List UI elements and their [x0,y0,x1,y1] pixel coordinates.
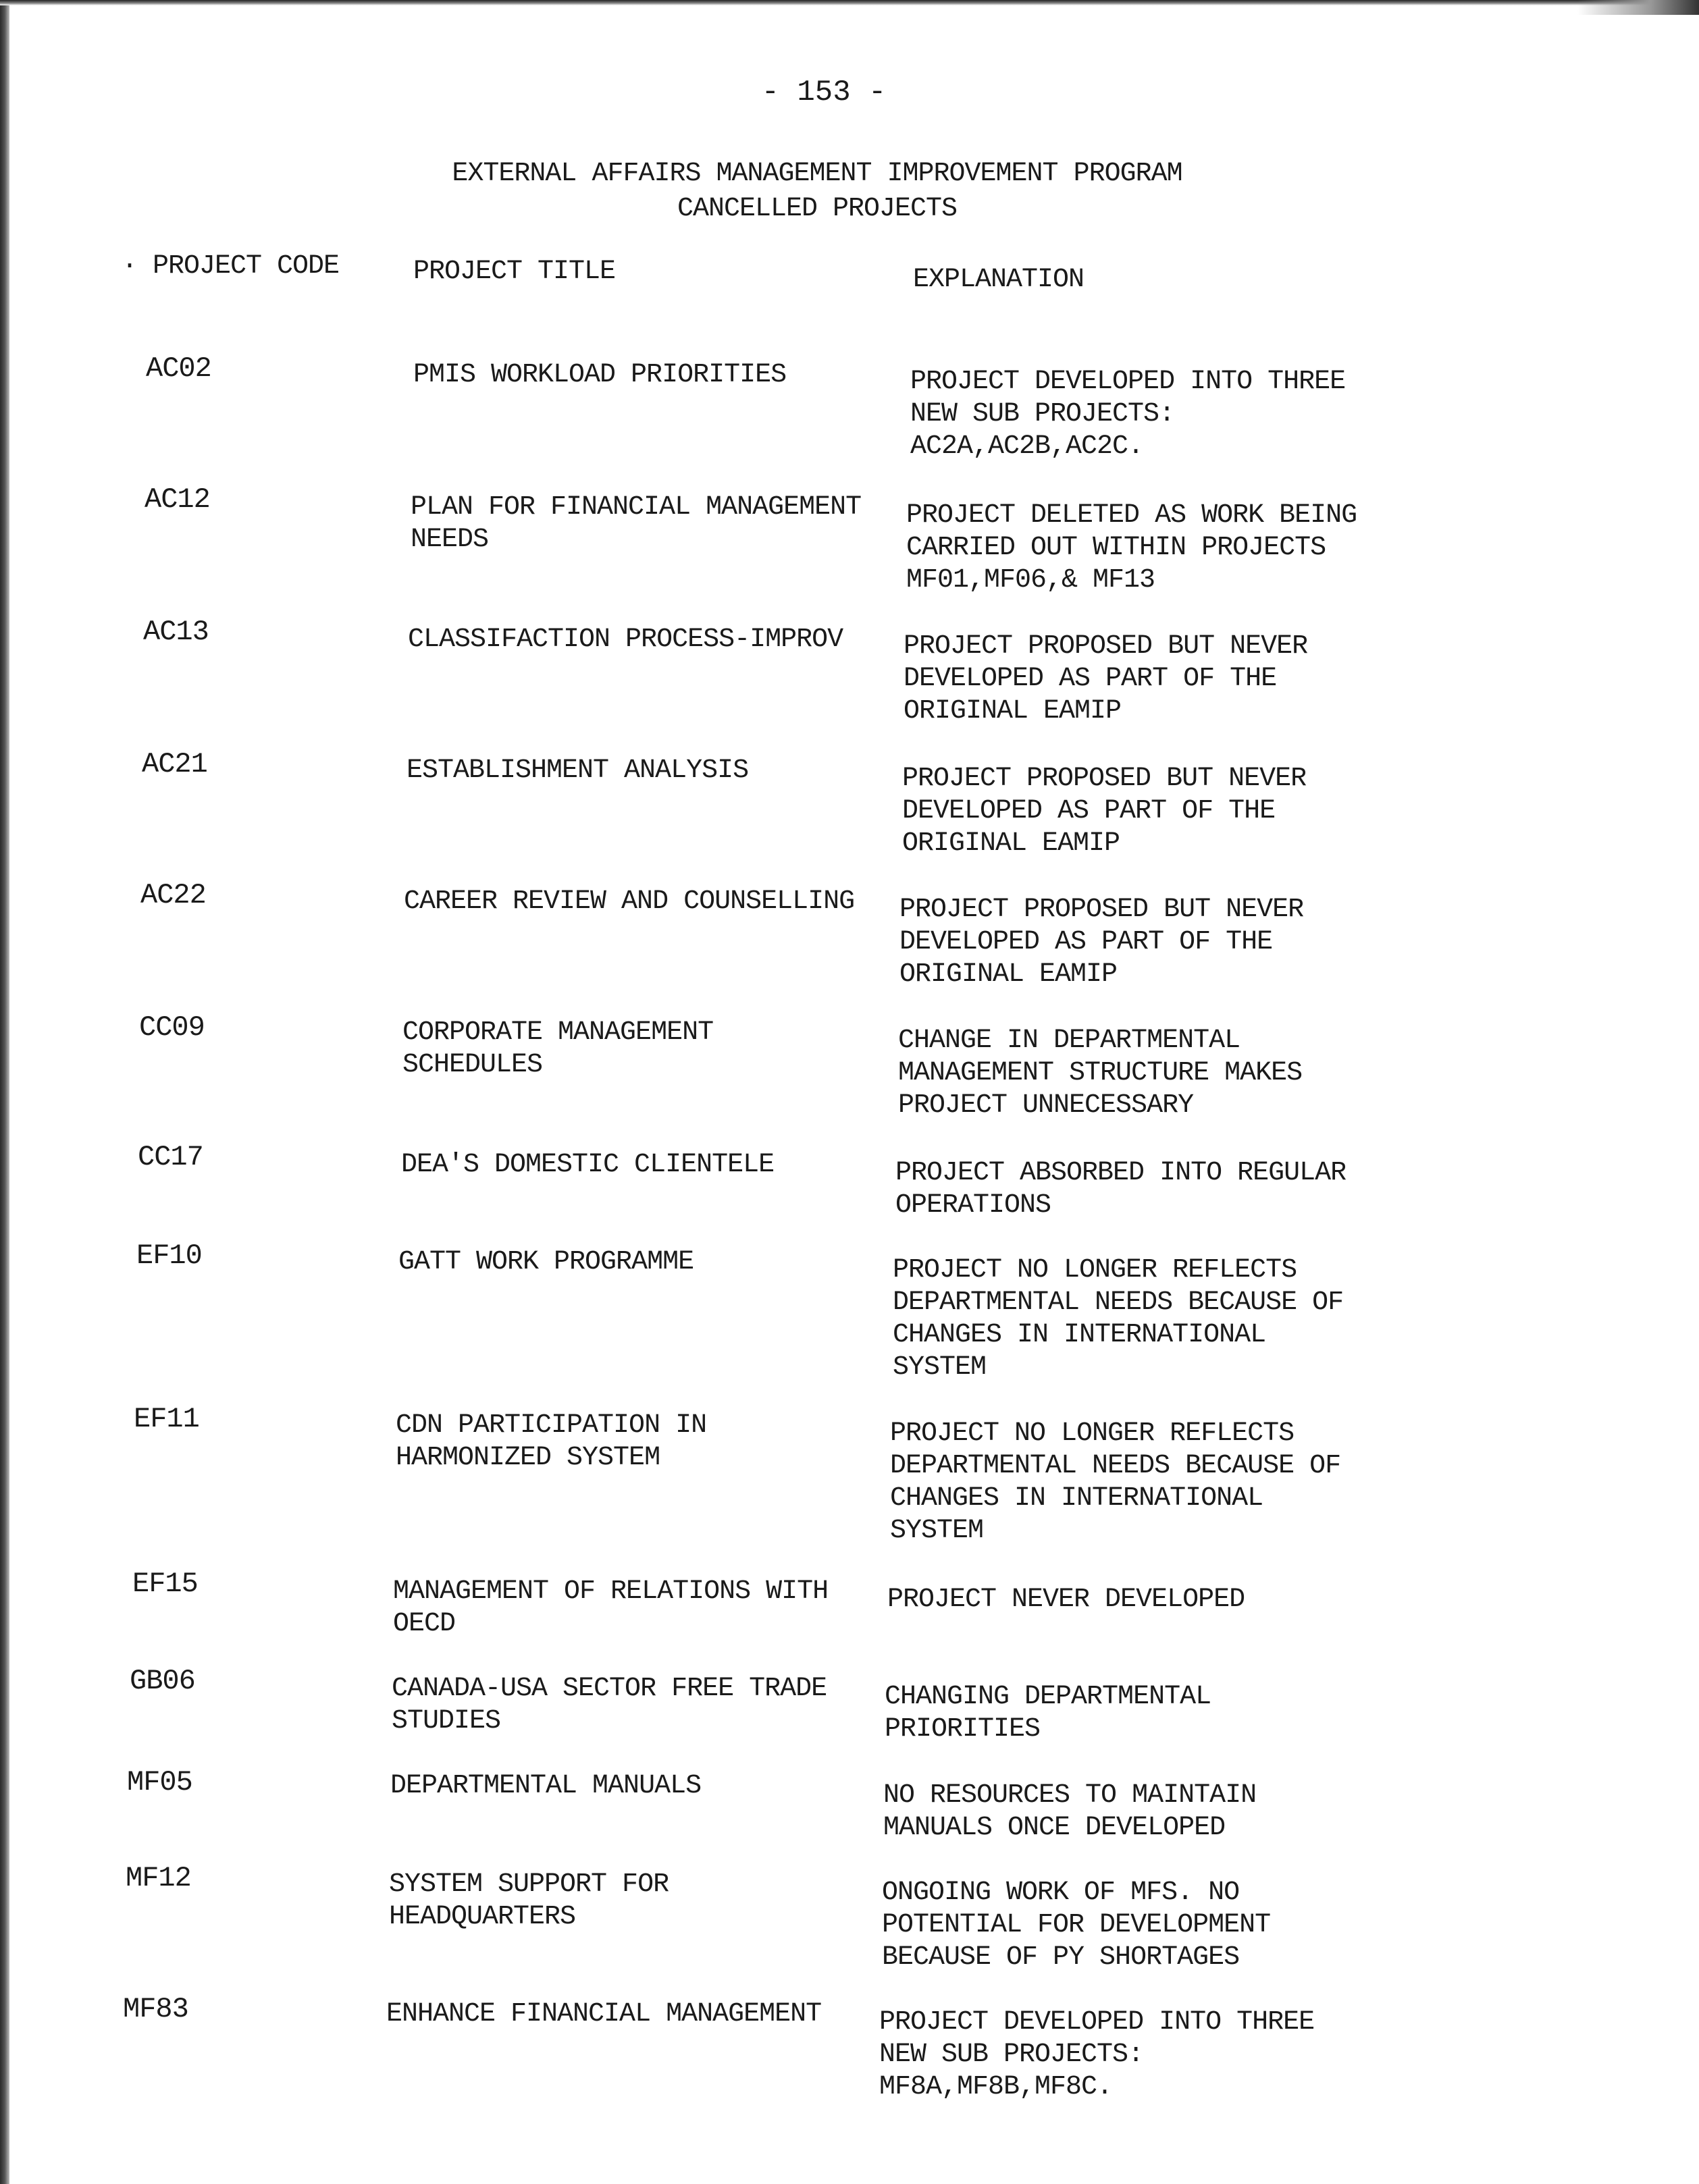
project-explanation-line: BECAUSE OF PY SHORTAGES [882,1942,1240,1973]
project-explanation-line: DEVELOPED AS PART OF THE [904,664,1277,694]
project-explanation-line: PROJECT ABSORBED INTO REGULAR [895,1158,1347,1188]
project-explanation-line: MF01,MF06,& MF13 [906,565,1155,595]
project-title-line: OECD [393,1609,456,1639]
project-code: MF12 [126,1862,191,1894]
project-title-line: DEA'S DOMESTIC CLIENTELE [401,1150,775,1180]
scan-top-edge [0,0,1699,5]
project-explanation-line: ONGOING WORK OF MFS. NO [882,1877,1240,1908]
project-explanation [887,1584,1245,1616]
project-explanation-line: MF8A,MF8B,MF8C. [879,2072,1113,2102]
project-explanation-line: SYSTEM [893,1352,987,1383]
project-code: AC13 [143,616,209,648]
project-explanation-line: CHANGE IN DEPARTMENTAL [898,1026,1240,1056]
project-explanation [906,500,1357,597]
project-title [404,886,854,918]
project-explanation [879,2006,1314,2104]
project-title [408,624,843,656]
heading-line-2: CANCELLED PROJECTS [677,194,958,224]
project-explanation-line: AC2A,AC2B,AC2C. [910,431,1144,462]
project-title-line: PMIS WORKLOAD PRIORITIES [413,360,787,390]
project-title [389,1869,669,1934]
project-title [401,1149,774,1181]
project-explanation-line: PROJECT DELETED AS WORK BEING [906,500,1357,531]
project-explanation-line: POTENTIAL FOR DEVELOPMENT [882,1910,1271,1940]
column-header-code: · PROJECT CODE [122,251,340,282]
project-title [392,1673,827,1738]
project-code: EF15 [132,1568,198,1600]
project-title-line: HARMONIZED SYSTEM [396,1443,660,1473]
project-title [393,1576,828,1641]
project-explanation-line: PROJECT PROPOSED BUT NEVER [902,764,1307,794]
project-title-line: CAREER REVIEW AND COUNSELLING [404,886,855,917]
project-explanation-line: PROJECT PROPOSED BUT NEVER [904,631,1308,662]
scan-corner-smudge [1577,0,1699,15]
scan-left-edge [0,0,9,2184]
project-title [411,491,861,556]
project-title [386,1998,821,2031]
project-explanation [882,1877,1270,1974]
project-explanation [902,763,1306,860]
project-title-line: SCHEDULES [402,1050,543,1080]
document-heading [230,157,1405,227]
project-title [413,359,786,392]
project-title [402,1017,713,1082]
project-explanation [893,1254,1343,1384]
project-explanation [898,1025,1302,1122]
project-title-line: GATT WORK PROGRAMME [398,1247,694,1277]
project-title-line: STUDIES [392,1706,501,1736]
project-title [390,1770,701,1803]
project-explanation-line: PROJECT DEVELOPED INTO THREE [910,367,1346,397]
project-title-line: PLAN FOR FINANCIAL MANAGEMENT [411,492,862,523]
project-explanation-line: ORIGINAL EAMIP [899,959,1118,990]
project-title [407,755,748,787]
project-explanation [904,631,1307,728]
project-explanation-line: NEW SUB PROJECTS: [879,2040,1144,2070]
project-explanation-line: MANAGEMENT STRUCTURE MAKES [898,1058,1303,1088]
project-explanation-line: PROJECT NO LONGER REFLECTS [890,1418,1295,1449]
project-explanation [883,1780,1256,1844]
project-explanation-line: CARRIED OUT WITHIN PROJECTS [906,533,1326,563]
project-code: CC17 [138,1141,203,1173]
project-code: CC09 [139,1011,205,1044]
project-title-line: DEPARTMENTAL MANUALS [390,1771,702,1801]
project-explanation-line: ORIGINAL EAMIP [904,696,1122,726]
project-code: EF11 [134,1403,199,1435]
project-explanation [899,894,1303,991]
project-explanation-line: PROJECT PROPOSED BUT NEVER [899,895,1304,925]
project-explanation [885,1681,1211,1746]
project-explanation-line: OPERATIONS [895,1190,1051,1221]
project-explanation-line: PROJECT NEVER DEVELOPED [887,1584,1245,1615]
project-explanation-line: DEVELOPED AS PART OF THE [902,796,1276,826]
project-explanation-line: SYSTEM [890,1516,984,1546]
page-number: - 153 - [761,76,887,109]
project-code: MF83 [123,1993,188,2025]
project-explanation-line: PRIORITIES [885,1714,1041,1744]
project-explanation-line: MANUALS ONCE DEVELOPED [883,1813,1226,1843]
project-explanation [910,366,1345,463]
project-title-line: ENHANCE FINANCIAL MANAGEMENT [386,1999,822,2029]
column-header-title: PROJECT TITLE [413,257,616,287]
project-explanation-line: CHANGES IN INTERNATIONAL [893,1320,1266,1350]
project-explanation [890,1418,1340,1547]
project-code: GB06 [130,1665,195,1697]
project-title-line: CORPORATE MANAGEMENT [402,1017,714,1048]
project-explanation-line: ORIGINAL EAMIP [902,828,1120,859]
project-title-line: HEADQUARTERS [389,1902,576,1932]
project-explanation-line: PROJECT DEVELOPED INTO THREE [879,2007,1315,2037]
project-code: AC02 [146,352,211,385]
project-code: AC22 [140,879,206,911]
project-explanation-line: CHANGING DEPARTMENTAL [885,1682,1211,1712]
project-title-line: CLASSIFACTION PROCESS-IMPROV [408,624,843,655]
project-code: AC21 [142,748,207,780]
project-code: MF05 [127,1766,192,1799]
project-title-line: CANADA-USA SECTOR FREE TRADE [392,1674,827,1704]
project-code: EF10 [136,1240,202,1272]
project-explanation-line: PROJECT UNNECESSARY [898,1090,1194,1121]
project-explanation [895,1157,1346,1222]
project-title-line: SYSTEM SUPPORT FOR [389,1869,669,1900]
project-code: AC12 [145,483,210,516]
project-title-line: CDN PARTICIPATION IN [396,1410,707,1441]
column-header-explanation: EXPLANATION [913,265,1084,295]
project-title-line: ESTABLISHMENT ANALYSIS [407,755,749,786]
project-explanation-line: CHANGES IN INTERNATIONAL [890,1483,1263,1514]
project-explanation-line: DEVELOPED AS PART OF THE [899,927,1273,957]
project-explanation-line: DEPARTMENTAL NEEDS BECAUSE OF [893,1287,1344,1318]
project-explanation-line: PROJECT NO LONGER REFLECTS [893,1255,1297,1285]
project-title-line: MANAGEMENT OF RELATIONS WITH [393,1576,829,1607]
heading-line-1: EXTERNAL AFFAIRS MANAGEMENT IMPROVEMENT PROGRAM [452,159,1182,189]
project-title [398,1246,694,1279]
project-title-line: NEEDS [411,525,489,555]
project-explanation-line: NO RESOURCES TO MAINTAIN [883,1780,1257,1811]
project-explanation-line: DEPARTMENTAL NEEDS BECAUSE OF [890,1451,1341,1481]
project-title [396,1410,706,1474]
project-explanation-line: NEW SUB PROJECTS: [910,399,1175,429]
